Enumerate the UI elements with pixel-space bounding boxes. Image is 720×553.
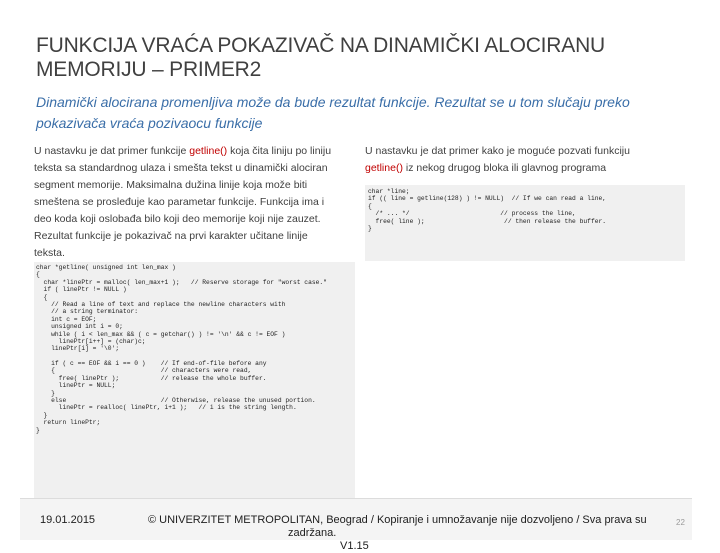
code-line: { (36, 293, 48, 301)
code-line: { (368, 202, 372, 210)
copyright-line2-wrap (148, 527, 688, 553)
slide-title-line2: MEMORIJU – PRIMER2 (36, 58, 262, 81)
code-line: // a string terminator: (36, 308, 139, 316)
code-line: { // characters were read, (36, 367, 252, 375)
right-line2-post: iz nekog drugog bloka ili glavnog programa (402, 162, 607, 174)
code-line: if ( linePtr != NULL ) (36, 286, 127, 294)
code-line: } (36, 389, 55, 397)
code-line: } (36, 426, 40, 434)
footer-copyright (148, 514, 688, 553)
code-line: } (368, 224, 372, 232)
subtitle-line1: Dinamički alocirana promenljiva može da bude rezultat funkcije. Rezultat se u tom slučaju preko (36, 94, 630, 110)
function-name-getline-call: getline() (365, 162, 403, 174)
copyright-line1: © UNIVERZITET METROPOLITAN, Beograd / Kopiranje i umnožavanje nije dozvoljeno / Sva prava su (148, 514, 647, 526)
footer-divider (20, 498, 692, 499)
left-line6: Rezultat funkcije je pokazivač na prvi karakter učitane linije (34, 230, 308, 242)
code-line: free( line ); // then release the buffer. (368, 217, 607, 225)
footer-date: 19.01.2015 (40, 514, 96, 526)
code-line: } (36, 411, 48, 419)
code-line: { (36, 271, 40, 279)
code-line: linePtr[i] = '\0'; (36, 345, 120, 353)
left-line1 (34, 143, 352, 160)
left-line1-pre: U nastavku je dat primer funkcije (34, 145, 190, 157)
slide-title-line1: FUNKCIJA VRAĆA POKAZIVAČ NA DINAMIČKI ALOCIRANU (36, 34, 606, 57)
code-line: char *getline( unsigned int len_max ) (36, 264, 176, 271)
page-number: 22 (676, 518, 685, 527)
copyright-line2: zadržana. (288, 527, 337, 539)
function-name-getline: getline() (189, 145, 228, 157)
code-line: char *line; (368, 188, 410, 195)
code-line: free( linePtr ); // release the whole buffer. (36, 374, 267, 382)
code-line: // Read a line of text and replace the newline characters with (36, 300, 286, 308)
code-line: linePtr = NULL; (36, 382, 116, 390)
code-line: int c = EOF; (36, 315, 97, 323)
left-line5: deo koda koji oslobađa bilo koji deo memorije koji nije zauzet. (34, 213, 321, 225)
slide-title (36, 34, 686, 82)
code-line (36, 353, 355, 360)
slide-subtitle (36, 92, 686, 134)
left-line1-post: koja čita liniju po liniju (227, 145, 332, 157)
subtitle-line2: pokazivača vraća pozivaocu funkcije (36, 115, 263, 131)
code-line: return linePtr; (36, 419, 101, 427)
left-line3: segment memorije. Maksimalna dužina linije koja može biti (34, 179, 308, 191)
left-description (34, 143, 352, 262)
code-line: /* ... */ // process the line, (368, 210, 576, 218)
footer-version: V1.15 (340, 540, 369, 552)
code-line: char *linePtr = malloc( len_max+1 ); // Reserve storage for "worst case." (36, 278, 327, 286)
left-line4: smeštena se prosleđuje kao parametar funkcije. Funkcija ima i (34, 196, 325, 208)
code-line: linePtr = realloc( linePtr, i+1 ); // i is the string length. (36, 404, 297, 412)
code-line: if ( c == EOF && i == 0 ) // If end-of-file before any (36, 360, 267, 368)
footer (0, 498, 720, 552)
code-line: linePtr[i++] = (char)c; (36, 337, 146, 345)
code-line: if (( line = getline(128) ) != NULL) // If we can read a line, (368, 195, 607, 203)
code-line: while ( i < len_max && ( c = getchar() ) != '\n' && c != EOF ) (36, 330, 286, 338)
code-line: else // Otherwise, release the unused portion. (36, 397, 316, 405)
code-line: unsigned int i = 0; (36, 323, 123, 331)
right-line2 (365, 160, 685, 177)
left-line2: teksta sa standardnog ulaza i smešta tekst u dinamički alociran (34, 162, 328, 174)
right-line1: U nastavku je dat primer kako je moguće pozvati funkciju (365, 145, 630, 157)
code-block-getline (34, 262, 355, 510)
left-line7: teksta. (34, 247, 65, 259)
code-block-caller (365, 185, 685, 261)
right-description (365, 143, 685, 177)
